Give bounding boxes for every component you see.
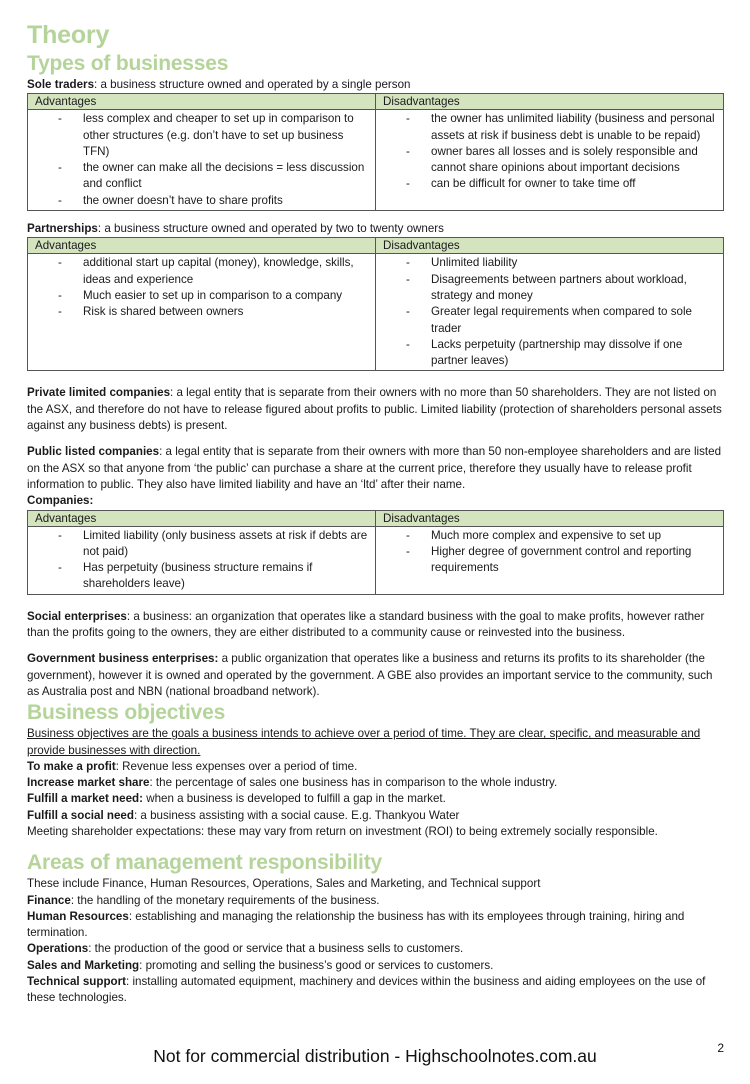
list-item: - Has perpetuity (business structure remains if shareholders leave) xyxy=(28,560,369,593)
list-item: - Greater legal requirements when compared to sole trader xyxy=(376,304,717,337)
advantages-header: Advantages xyxy=(28,510,376,526)
gbe-term: Government business enterprises: xyxy=(27,652,219,666)
area-item: Operations: the production of the good or service that a business sells to customers. xyxy=(27,942,464,956)
advantages-list xyxy=(28,111,369,209)
sole-traders-definition: Sole traders: a business structure owned and operated by a single person xyxy=(27,78,411,91)
area-item: Sales and Marketing: promoting and selling the business’s good or services to customers. xyxy=(27,958,494,972)
footer-notice: Not for commercial distribution - Highschoolnotes.com.au xyxy=(153,1046,597,1066)
private-companies-paragraph: Private limited companies: a legal entity that is separate from their owners with no more than 50 shareholders. They are not listed on the ASX, and therefore do not have to release figured about profits to public. Limited liability (protection of shareholders personal assets against any business debts) is present. xyxy=(27,386,722,433)
private-companies-term: Private limited companies xyxy=(27,386,171,400)
page-title: Theory xyxy=(27,21,110,49)
objectives-heading: Business objectives xyxy=(27,701,226,725)
objective-item: Meeting shareholder expectations: these may vary from return on investment (ROI) to being extremely socially responsible. xyxy=(27,824,658,838)
list-item: - additional start up capital (money), knowledge, skills, ideas and experience xyxy=(28,255,369,288)
public-companies-paragraph: Public listed companies: a legal entity that is separate from their owners with more than 50 non-employee shareholders and are listed on the ASX so that anyone from ‘the public’ can purchase a share at the current price, therefore they usually have to release profit information to public. They also have limited liability and have an ‘ltd’ after their name. xyxy=(27,445,722,491)
area-item: Technical support: installing automated equipment, machinery and devices within the business and aiding employees on the use of these technologies. xyxy=(27,975,706,1005)
social-enterprises-term: Social enterprises xyxy=(27,609,127,623)
page-number: 2 xyxy=(717,1041,724,1055)
advantages-header: Advantages xyxy=(28,94,376,110)
objectives-intro: Business objectives are the goals a business intends to achieve over a period of time. They are clear, specific, and measurable and provide businesses with direction. xyxy=(27,727,701,757)
list-item: - Much easier to set up in comparison to a company xyxy=(28,288,369,304)
partnerships-definition: Partnerships: a business structure owned and operated by two to twenty owners xyxy=(27,222,444,236)
public-companies-term: Public listed companies xyxy=(27,445,160,459)
list-item: - Much more complex and expensive to set up xyxy=(376,528,717,544)
page-content xyxy=(27,20,724,1007)
area-item: Human Resources: establishing and managing the relationship the business has with its employees through training, hiring and termination. xyxy=(27,909,685,940)
advantages-header: Advantages xyxy=(28,238,376,254)
disadvantages-list xyxy=(376,528,717,577)
gbe-paragraph: Government business enterprises: a public organization that operates like a business and returns its profits to its shareholder (the government), however it is owned and operated by the government. A GBE also provides an important service to the community, such as Australia post and NBN (national broadband network). xyxy=(27,652,713,698)
objective-item: Fulfill a social need: a business assisting with a social cause. E.g. Thankyou Water xyxy=(27,808,460,822)
advantages-list xyxy=(28,528,369,593)
list-item: - less complex and cheaper to set up in comparison to other structures (e.g. don’t have to set up business TFN) xyxy=(28,111,369,160)
list-item: - Lacks perpetuity (partnership may dissolve if one partner leaves) xyxy=(376,337,717,370)
list-item: - can be difficult for owner to take time off xyxy=(376,176,717,192)
disadvantages-header: Disadvantages xyxy=(376,238,724,254)
list-item: - owner bares all losses and is solely responsible and cannot share opinions about important decisions xyxy=(376,144,717,177)
advantages-list xyxy=(28,255,369,320)
partnerships-term: Partnerships xyxy=(27,222,98,236)
list-item: - Disagreements between partners about workload, strategy and money xyxy=(376,272,717,305)
area-item: Finance: the handling of the monetary requirements of the business. xyxy=(27,893,380,907)
companies-label: Companies: xyxy=(27,494,94,508)
sole-traders-term: Sole traders xyxy=(27,78,95,91)
objective-item: Fulfill a market need: when a business is developed to fulfill a gap in the market. xyxy=(27,792,446,806)
partnerships-table xyxy=(27,237,724,371)
areas-intro: These include Finance, Human Resources, Operations, Sales and Marketing, and Technical support xyxy=(27,877,541,891)
objective-item: Increase market share: the percentage of sales one business has in comparison to the whole industry. xyxy=(27,776,558,790)
companies-table xyxy=(27,510,724,595)
list-item: - Unlimited liability xyxy=(376,255,717,271)
list-item: - the owner can make all the decisions = less discussion and conflict xyxy=(28,160,369,193)
disadvantages-list xyxy=(376,111,717,192)
list-item: - Risk is shared between owners xyxy=(28,304,369,320)
list-item: - Limited liability (only business assets at risk if debts are not paid) xyxy=(28,528,369,561)
sole-traders-table xyxy=(27,93,724,211)
types-heading: Types of businesses xyxy=(27,52,229,75)
social-enterprises-paragraph: Social enterprises: a business: an organization that operates like a standard business with the goal to make profits, however rather than the profits going to the owners, they are either distributed to a community cause or reinvested into the business. xyxy=(27,609,705,640)
disadvantages-header: Disadvantages xyxy=(376,510,724,526)
list-item: - Higher degree of government control and reporting requirements xyxy=(376,544,717,577)
disadvantages-list xyxy=(376,255,717,369)
disadvantages-header: Disadvantages xyxy=(376,94,724,110)
areas-heading: Areas of management responsibility xyxy=(27,851,382,875)
list-item: - the owner doesn’t have to share profits xyxy=(28,193,369,209)
list-item: - the owner has unlimited liability (business and personal assets at risk if business debt is unable to be repaid) xyxy=(376,111,717,144)
objective-item: To make a profit: Revenue less expenses over a period of time. xyxy=(27,759,358,773)
